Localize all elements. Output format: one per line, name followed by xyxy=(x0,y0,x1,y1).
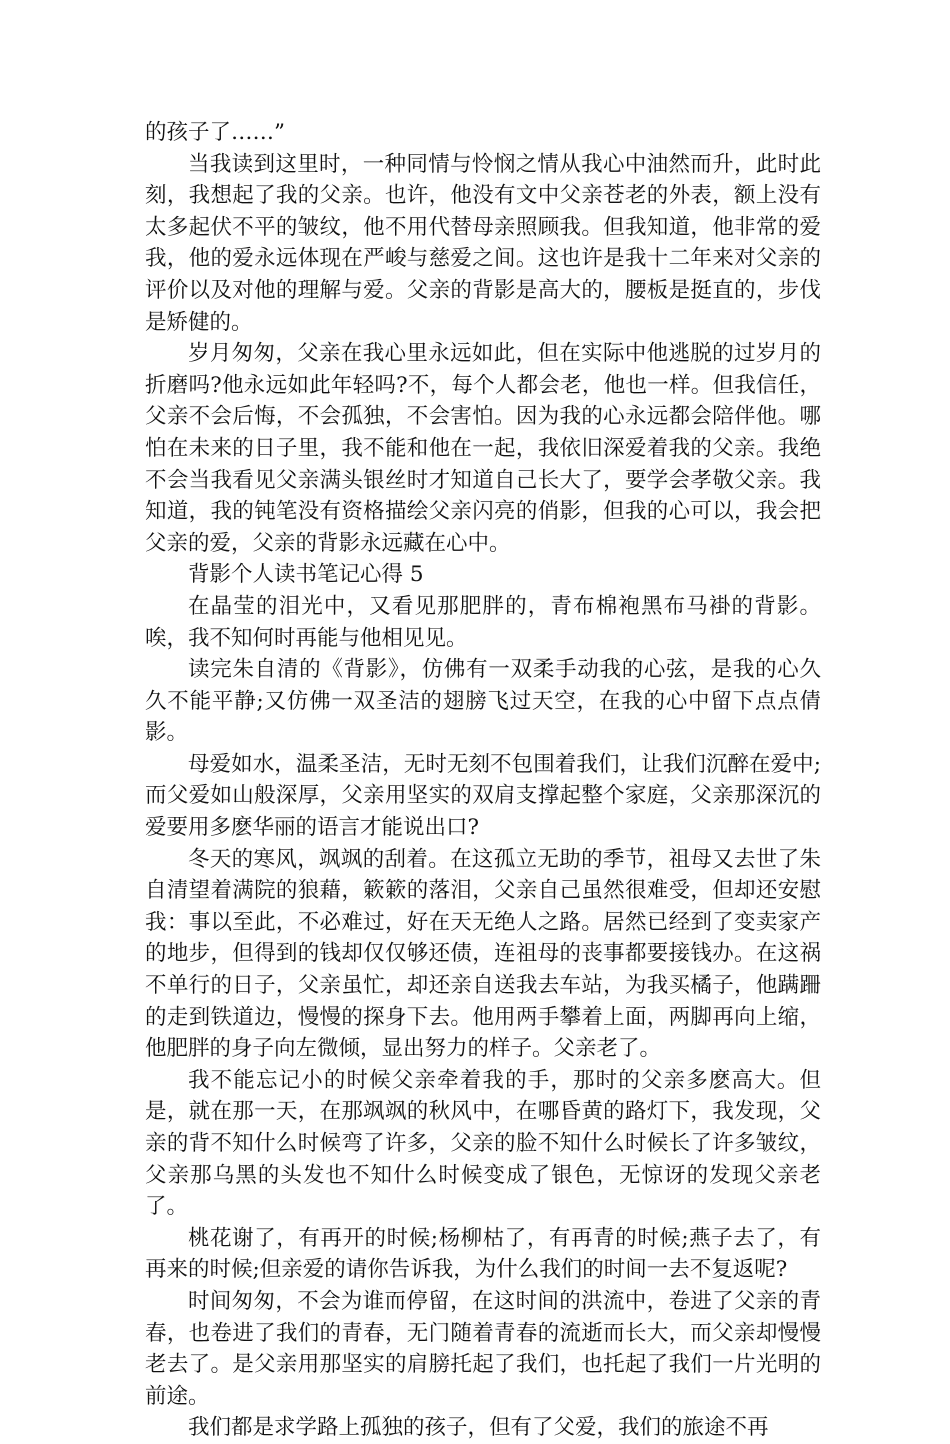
paragraph-6: 读完朱自清的《背影》，仿佛有一双柔手动我的心弦，是我的心久久不能平静;又仿佛一双圣洁的翅膀飞过天空，在我的心中留下点点倩影。 xyxy=(145,657,821,746)
paragraph-2: 当我读到这里时，一种同情与怜悯之情从我心中油然而升，此时此刻，我想起了我的父亲。也许，他没有文中父亲苍老的外表，额上没有太多起伏不平的皱纹，他不用代替母亲照顾我。但我知道，他非常的爱我，他的爱永远体现在严峻与慈爱之间。这也许是我十二年来对父亲的评价以及对他的理解与爱。父亲的背影是高大的，腰板是挺直的，步伐是矫健的。 xyxy=(145,151,821,335)
paragraph-7: 母爱如水，温柔圣洁，无时无刻不包围着我们，让我们沉醉在爱中;而父爱如山般深厚，父亲用坚实的双肩支撑起整个家庭，父亲那深沉的爱要用多麽华丽的语言才能说出口? xyxy=(145,751,821,841)
paragraph-9: 我不能忘记小的时候父亲牵着我的手，那时的父亲多麽高大。但是，就在那一天，在那飒飒的秋风中，在哪昏黄的路灯下，我发现，父亲的背不知什么时候弯了许多，父亲的脸不知什么时候长了许多皱纹，父亲那乌黑的头发也不知什么时候变成了银色，无惊讶的发现父亲老了。 xyxy=(145,1067,821,1220)
paragraph-1: 的孩子了……” xyxy=(145,120,285,145)
paragraph-5: 在晶莹的泪光中，又看见那肥胖的，青布棉袍黑布马褂的背影。唉，我不知何时再能与他相见见。 xyxy=(145,593,821,651)
paragraph-10: 桃花谢了，有再开的时候;杨柳枯了，有再青的时候;燕子去了，有再来的时候;但亲爱的请你告诉我，为什么我们的时间一去不复返呢? xyxy=(145,1225,821,1283)
paragraph-11: 时间匆匆，不会为谁而停留，在这时间的洪流中，卷进了父亲的青春，也卷进了我们的青春，无门随着青春的流逝而长大，而父亲却慢慢老去了。是父亲用那坚实的肩膀托起了我们，也托起了我们一片光明的前途。 xyxy=(145,1288,821,1409)
paragraph-8: 冬天的寒风，飒飒的刮着。在这孤立无助的季节，祖母又去世了朱自清望着满院的狼藉，簌簌的落泪，父亲自己虽然很难受，但却还安慰我：事以至此，不必难过，好在天无绝人之路。居然已经到了变卖家产的地步，但得到的钱却仅仅够还债，连祖母的丧事都要接钱办。在这祸不单行的日子，父亲虽忙，却还亲自送我去车站，为我买橘子，他蹒跚的走到铁道边，慢慢的探身下去。他用两手攀着上面，两脚再向上缩，他肥胖的身子向左微倾，显出努力的样子。父亲老了。 xyxy=(145,846,821,1062)
document-page xyxy=(145,117,821,1444)
paragraph-12: 我们都是求学路上孤独的孩子，但有了父爱，我们的旅途不再 xyxy=(188,1415,769,1441)
section-heading: 背影个人读书笔记心得 5 xyxy=(188,562,424,588)
paragraph-3: 岁月匆匆，父亲在我心里永远如此，但在实际中他逃脱的过岁月的折磨吗?他永远如此年轻吗?不，每个人都会老，他也一样。但我信任，父亲不会后悔，不会孤独，不会害怕。因为我的心永远都会陪伴他。哪怕在未来的日子里，我不能和他在一起，我依旧深爱着我的父亲。我绝不会当我看见父亲满头银丝时才知道自己长大了，要学会孝敬父亲。我知道，我的钝笔没有资格描绘父亲闪亮的俏影，但我的心可以，我会把父亲的爱，父亲的背影永远藏在心中。 xyxy=(145,341,821,556)
